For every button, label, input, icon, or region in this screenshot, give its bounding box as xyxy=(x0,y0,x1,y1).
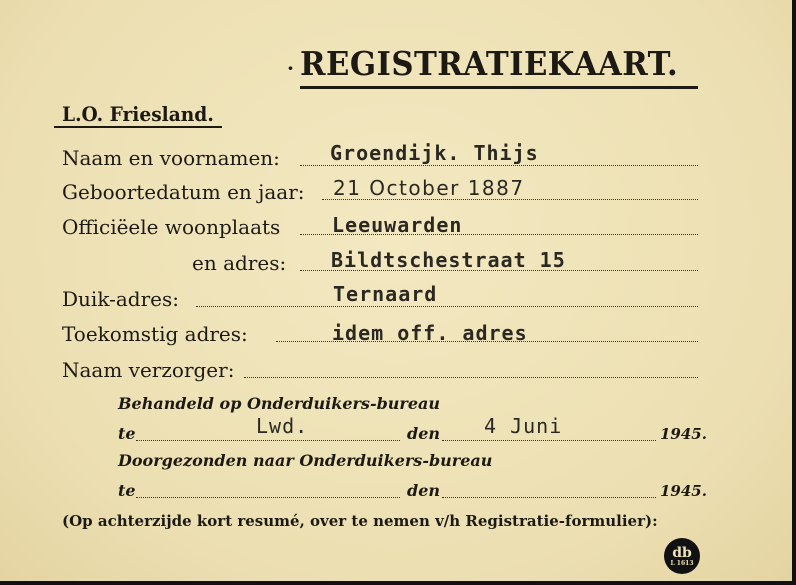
naam-line xyxy=(300,165,698,166)
behandeld-year: 1945. xyxy=(660,425,707,443)
behandeld-den-line xyxy=(442,440,656,441)
organization-name: L.O. Friesland. xyxy=(62,102,214,126)
footer-note: (Op achterzijde kort resumé, over te nemen v/h Registratie-formulier): xyxy=(62,512,658,530)
organization-underline xyxy=(54,126,222,128)
duik-label: Duik-adres: xyxy=(62,287,179,311)
verzorger-label: Naam verzorger: xyxy=(62,358,235,382)
woonplaats-label: Officiëele woonplaats xyxy=(62,215,281,239)
printer-logo-mark: db xyxy=(672,545,692,561)
geboorte-label: Geboortedatum en jaar: xyxy=(62,180,305,204)
toekomstig-value: idem off. adres xyxy=(332,321,528,345)
behandeld-den-value: 4 Juni xyxy=(484,414,563,438)
woonplaats-value: Leeuwarden xyxy=(332,213,463,237)
behandeld-te-line xyxy=(136,440,400,441)
toekomstig-label: Toekomstig adres: xyxy=(62,322,248,346)
doorgezonden-year: 1945. xyxy=(660,482,707,500)
behandeld-te-label: te xyxy=(118,424,136,443)
title-underline xyxy=(300,86,698,89)
behandeld-te-value: Lwd. xyxy=(256,414,309,438)
adres-label: en adres: xyxy=(192,251,287,275)
doorgezonden-te-label: te xyxy=(118,481,136,500)
behandeld-den-label: den xyxy=(407,424,440,443)
printer-logo xyxy=(664,538,700,574)
duik-line xyxy=(196,306,698,307)
doorgezonden-den-label: den xyxy=(407,481,440,500)
duik-value: Ternaard xyxy=(333,282,438,306)
doorgezonden-heading: Doorgezonden naar Onderduikers-bureau xyxy=(118,451,493,470)
doorgezonden-te-line xyxy=(136,497,400,498)
title-dot: · xyxy=(287,56,294,80)
card-title: REGISTRATIEKAART. xyxy=(300,44,679,83)
adres-value: Bildtschestraat 15 xyxy=(331,248,566,272)
naam-label: Naam en voornamen: xyxy=(62,146,280,170)
printer-logo-sub: L 1613 xyxy=(670,560,694,567)
behandeld-heading: Behandeld op Onderduikers-bureau xyxy=(118,394,441,413)
doorgezonden-den-line xyxy=(442,497,656,498)
verzorger-line xyxy=(244,377,698,378)
geboorte-value: 21 October 1887 xyxy=(333,176,525,200)
naam-value: Groendijk. Thijs xyxy=(330,141,539,165)
